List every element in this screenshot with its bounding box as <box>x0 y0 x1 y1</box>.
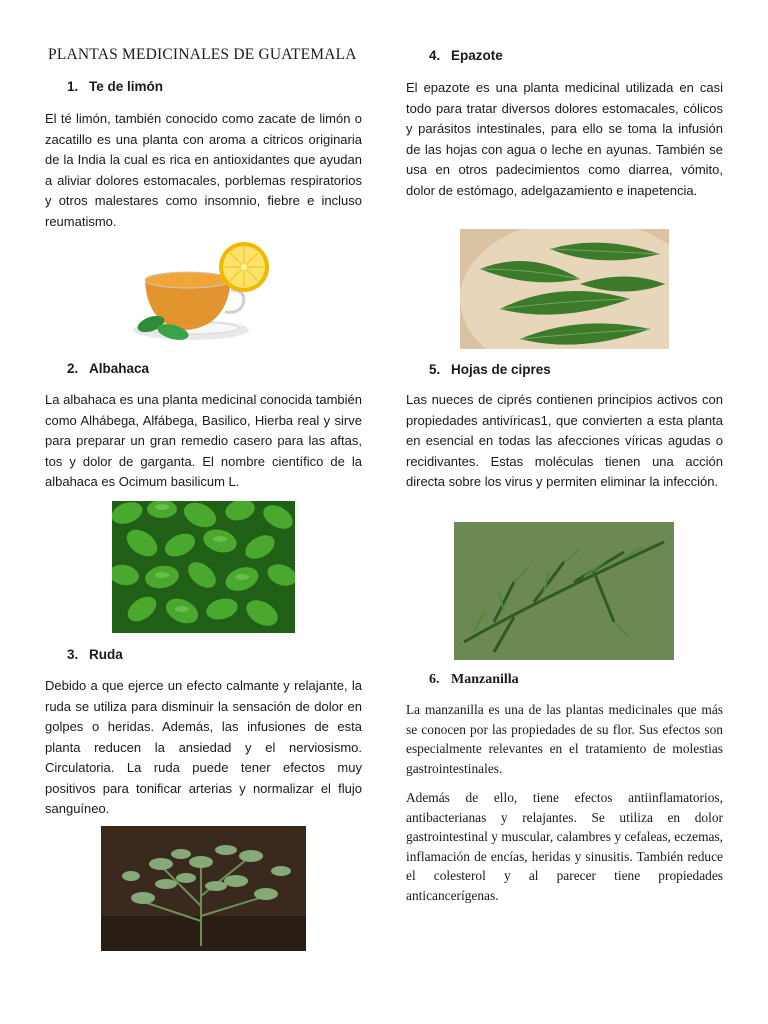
rue-photo <box>101 826 306 951</box>
section-text-hojas-de-cipres: Las nueces de ciprés contienen principios activos con propiedades antivíricas1, que convierten a esta planta en esencial en todas las afecciones víricas agudas o recidivantes. Estas moléculas tienen una acción directa sobre los virus y permiten eliminar la infección. <box>406 392 723 489</box>
section-number: 1. <box>67 79 79 94</box>
section-title: Albahaca <box>89 361 150 376</box>
section-text-ruda: Debido a que ejerce un efecto calmante y relajante, la ruda se utiliza para disminuir la sensación de dolor en golpes o heridas. Además, las infusiones de esta planta reducen la ansiedad y el nerviosismo. Circulatoria. La ruda puede tener efectos muy positivos para tonificar arterias y normalizar el flujo sanguíneo. <box>45 678 362 816</box>
section-title: Hojas de cipres <box>451 362 551 377</box>
section-number: 2. <box>67 361 79 376</box>
cypress-photo <box>454 522 674 660</box>
tea-lemon-photo <box>123 238 283 348</box>
section-heading-albahaca <box>67 361 149 376</box>
document-title: PLANTAS MEDICINALES DE GUATEMALA <box>48 46 357 63</box>
section-number: 3. <box>67 647 79 662</box>
section-title: Te de limón <box>89 79 164 94</box>
section-text-manzanilla-1: La manzanilla es una de las plantas medicinales que más se conocen por las propiedades de su flor. Sus efectos son especialmente relevantes en el tratamiento de molestias gastrointestinales. <box>406 702 723 776</box>
section-heading-epazote <box>429 48 503 63</box>
section-title: Ruda <box>89 647 123 662</box>
section-text-manzanilla-2: Además de ello, tiene efectos antiinflamatorios, antibacterianas y relajantes. Se utiliza en dolor gastrointestinal y muscular, calambres y cefaleas, eczemas, inflamación de encías, heridas y sinusitis. También reduce el colesterol y al parecer tiene propiedades anticancerígenas. <box>406 790 723 903</box>
basil-photo <box>112 501 295 633</box>
section-text-epazote: El epazote es una planta medicinal utilizada en casi todo para tratar diversos dolores estomacales, cólicos y parásitos intestinales, para ello se toma la infusión de las hojas con agua o leche en ayunas. También se usa en otros padecimientos como diarrea, vómito, dolor de estómago, adelgazamiento e inapetencia. <box>406 80 723 198</box>
section-text-albahaca: La albahaca es una planta medicinal conocida también como Alhábega, Alfábega, Basilico, Hierba real y sirve para preparar un gran remedio casero para las aftas, tos y dolor de garganta. El nombre científico de la albahaca es Ocimum basilicum L. <box>45 392 362 489</box>
section-number: 4. <box>429 48 441 63</box>
section-heading-te-de-limon <box>67 79 163 94</box>
section-heading-ruda <box>67 647 123 662</box>
section-text-te-de-limon: El té limón, también conocido como zacate de limón o zacatillo es una planta con aroma a citricos originaria de la India la cual es rica en antioxidantes que ayudan a aliviar dolores estomacales, porblemas respiratorios y otros malestares como insomnio, fiebre e incluso reumatismo. <box>45 111 362 229</box>
section-number: 5. <box>429 362 441 377</box>
section-number: 6. <box>429 672 440 687</box>
epazote-photo <box>460 229 669 349</box>
section-title: Epazote <box>451 48 503 63</box>
section-heading-hojas-de-cipres <box>429 362 551 377</box>
section-heading-manzanilla <box>429 672 519 688</box>
section-title: Manzanilla <box>451 672 519 687</box>
